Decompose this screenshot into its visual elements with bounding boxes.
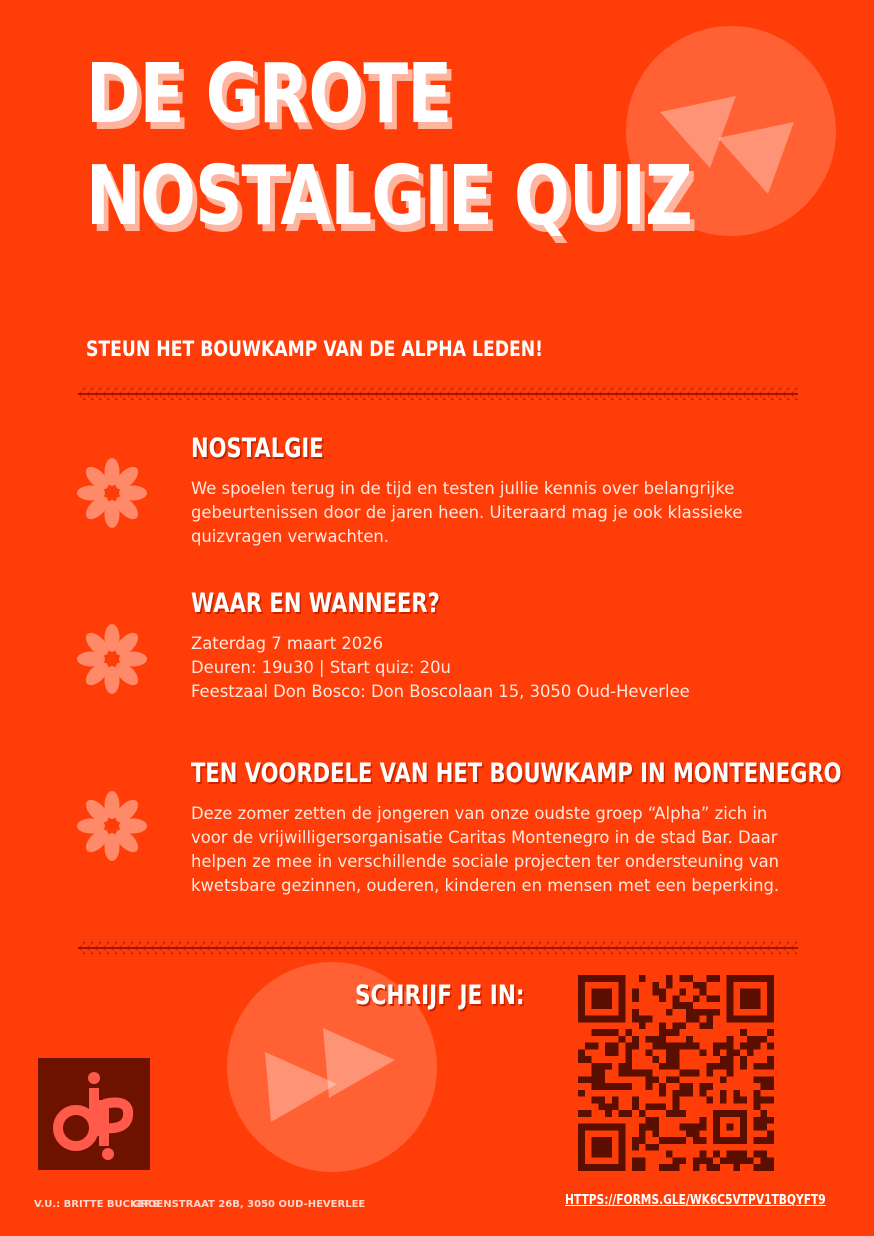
footer-address: GROENSTRAAT 26B, 3050 OUD-HEVERLEE	[132, 1199, 366, 1210]
section-body-line: voor de vrijwilligersorganisatie Caritas Montenegro in de stad Bar. Daar	[191, 828, 778, 847]
section-body	[191, 477, 811, 549]
subtitle: STEUN HET BOUWKAMP VAN DE ALPHA LEDEN!	[86, 337, 544, 361]
page-title	[86, 44, 692, 248]
divider-top	[78, 388, 798, 400]
asterisk-icon	[74, 621, 150, 697]
section-body	[191, 802, 811, 898]
divider-bottom	[78, 942, 798, 954]
section-body-line: We spoelen terug in de tijd en testen jullie kennis over belangrijke	[191, 479, 735, 498]
section-body-line: kwetsbare gezinnen, ouderen, kinderen en mensen met een beperking.	[191, 876, 780, 895]
section-body-line: quizvragen verwachten.	[191, 527, 390, 546]
asterisk-icon	[74, 788, 150, 864]
asterisk-icon	[74, 455, 150, 531]
jp-logo	[38, 1058, 150, 1170]
section-heading: TEN VOORDELE VAN HET BOUWKAMP IN MONTENEGRO	[191, 758, 842, 789]
section-body-line: gebeurtenissen door de jaren heen. Uiteraard mag je ook klassieke	[191, 503, 743, 522]
section-heading: WAAR EN WANNEER?	[191, 588, 440, 619]
section-heading: NOSTALGIE	[191, 433, 324, 464]
section-body-line: Deze zomer zetten de jongeren van onze oudste groep “Alpha” zich in	[191, 804, 768, 823]
title-line-1: DE GROTE	[86, 47, 452, 142]
signup-heading: SCHRIJF JE IN:	[355, 980, 525, 1011]
section-bouwkamp	[191, 757, 842, 898]
section-waar-en-wanneer	[191, 587, 811, 704]
event-location: Feestzaal Don Bosco: Don Boscolaan 15, 3050 Oud-Heverlee	[191, 682, 690, 701]
footer-vu: V.U.: BRITTE BUCKERS	[34, 1199, 160, 1210]
qr-code[interactable]	[578, 975, 774, 1171]
section-nostalgie	[191, 432, 811, 549]
event-date: Zaterdag 7 maart 2026	[191, 634, 384, 653]
title-line-2: NOSTALGIE QUIZ	[86, 149, 692, 244]
section-body	[191, 632, 811, 704]
signup-link[interactable]: HTTPS://FORMS.GLE/WK6C5VTPV1TBQYFT9	[565, 1193, 826, 1208]
logo-icon	[38, 1058, 150, 1170]
section-body-line: helpen ze mee in verschillende sociale projecten ter ondersteuning van	[191, 852, 780, 871]
event-times: Deuren: 19u30 | Start quiz: 20u	[191, 658, 451, 677]
